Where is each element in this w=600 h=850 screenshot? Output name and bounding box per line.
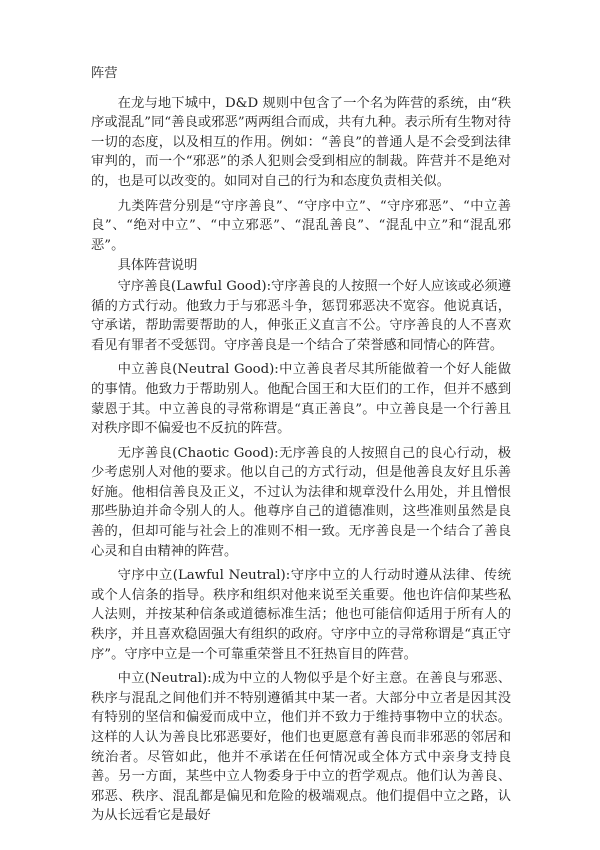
- alignment-list-paragraph: 九类阵营分别是“守序善良”、“守序中立”、“守序邪恶”、“中立善良”、“绝对中立”、“中立邪恶”、“混乱善良”、“混乱中立”和“混乱邪恶”。: [91, 198, 511, 253]
- intro-paragraph: 在龙与地下城中，D&D 规则中包含了一个名为阵营的系统，由“秩序或混乱”同“善良或邪恶”两两组合而成，共有九种。表示所有生物对待一切的态度，以及相互的作用。例如：“善良”的普通人是不会受到法律审判的，而一个“邪恶”的杀人犯则会受到相应的制裁。阵营并不是绝对的，也是可以改变的。如同对自己的行为和态度负责相关似。: [91, 95, 511, 189]
- paragraph-chaotic-good: 无序善良(Chaotic Good):无序善良的人按照自己的良心行动，极少考虑别人对他的要求。他以自己的方式行动，但是他善良友好且乐善好施。他相信善良及正义，不过认为法律和规章没什么用处，并且憎恨那些胁迫并命令别人的人。他尊序自己的道德准则，这些准则虽然是良善的，但却可能与社会上的准则不相一致。无序善良是一个结合了善良心灵和自由精神的阵营。: [91, 445, 511, 559]
- paragraph-neutral-good: 中立善良(Neutral Good):中立善良者尽其所能做着一个好人能做的事情。他致力于帮助别人。他配合国王和大臣们的工作，但并不感到蒙恩于其。中立善良的寻常称谓是“真正善良”。中立善良是一个行善且对秩序即不偏爱也不反抗的阵营。: [91, 362, 511, 437]
- paragraph-lawful-neutral: 守序中立(Lawful Neutral):守序中立的人行动时遵从法律、传统或个人信条的指导。秩序和组织对他来说至关重要。他也许信仰某些私人法则，并按某种信条或道德标准生活；他也可能信仰适用于所有人的秩序，并且喜欢稳固强大有组织的政府。守序中立的寻常称谓是“真正守序”。守序中立是一个可靠重荣誉且不狂热盲目的阵营。: [91, 568, 511, 662]
- document-title: 阵营: [91, 66, 118, 81]
- section-heading-details: 具体阵营说明: [117, 258, 198, 274]
- paragraph-lawful-good: 守序善良(Lawful Good):守序善良的人按照一个好人应该或必须遵循的方式行动。他致力于与邪恶斗争，惩罚邪恶决不宽容。他说真话，守承诺，帮助需要帮助的人，伸张正义直言不公。守序善良的人不喜欢看见有罪者不受惩罚。守序善良是一个结合了荣誉感和同情心的阵营。: [91, 278, 511, 353]
- document-page: [91, 64, 511, 826]
- paragraph-neutral: 中立(Neutral):成为中立的人物似乎是个好主意。在善良与邪恶、秩序与混乱之间他们并不特别遵循其中某一者。大部分中立者是因其没有特别的坚信和偏爱而成中立，他们并不致力于维持事物中立的状态。这样的人认为善良比邪恶要好，他们也更愿意有善良而非邪恶的邻居和统治者。尽管如此，他并不承诺在任何情况或全体方式中亲身支持良善。另一方面，某些中立人物委身于中立的哲学观点。他们认为善良、邪恶、秩序、混乱都是偏见和危险的极端观点。他们提倡中立之路，认为从长远看它是最好: [91, 671, 511, 824]
